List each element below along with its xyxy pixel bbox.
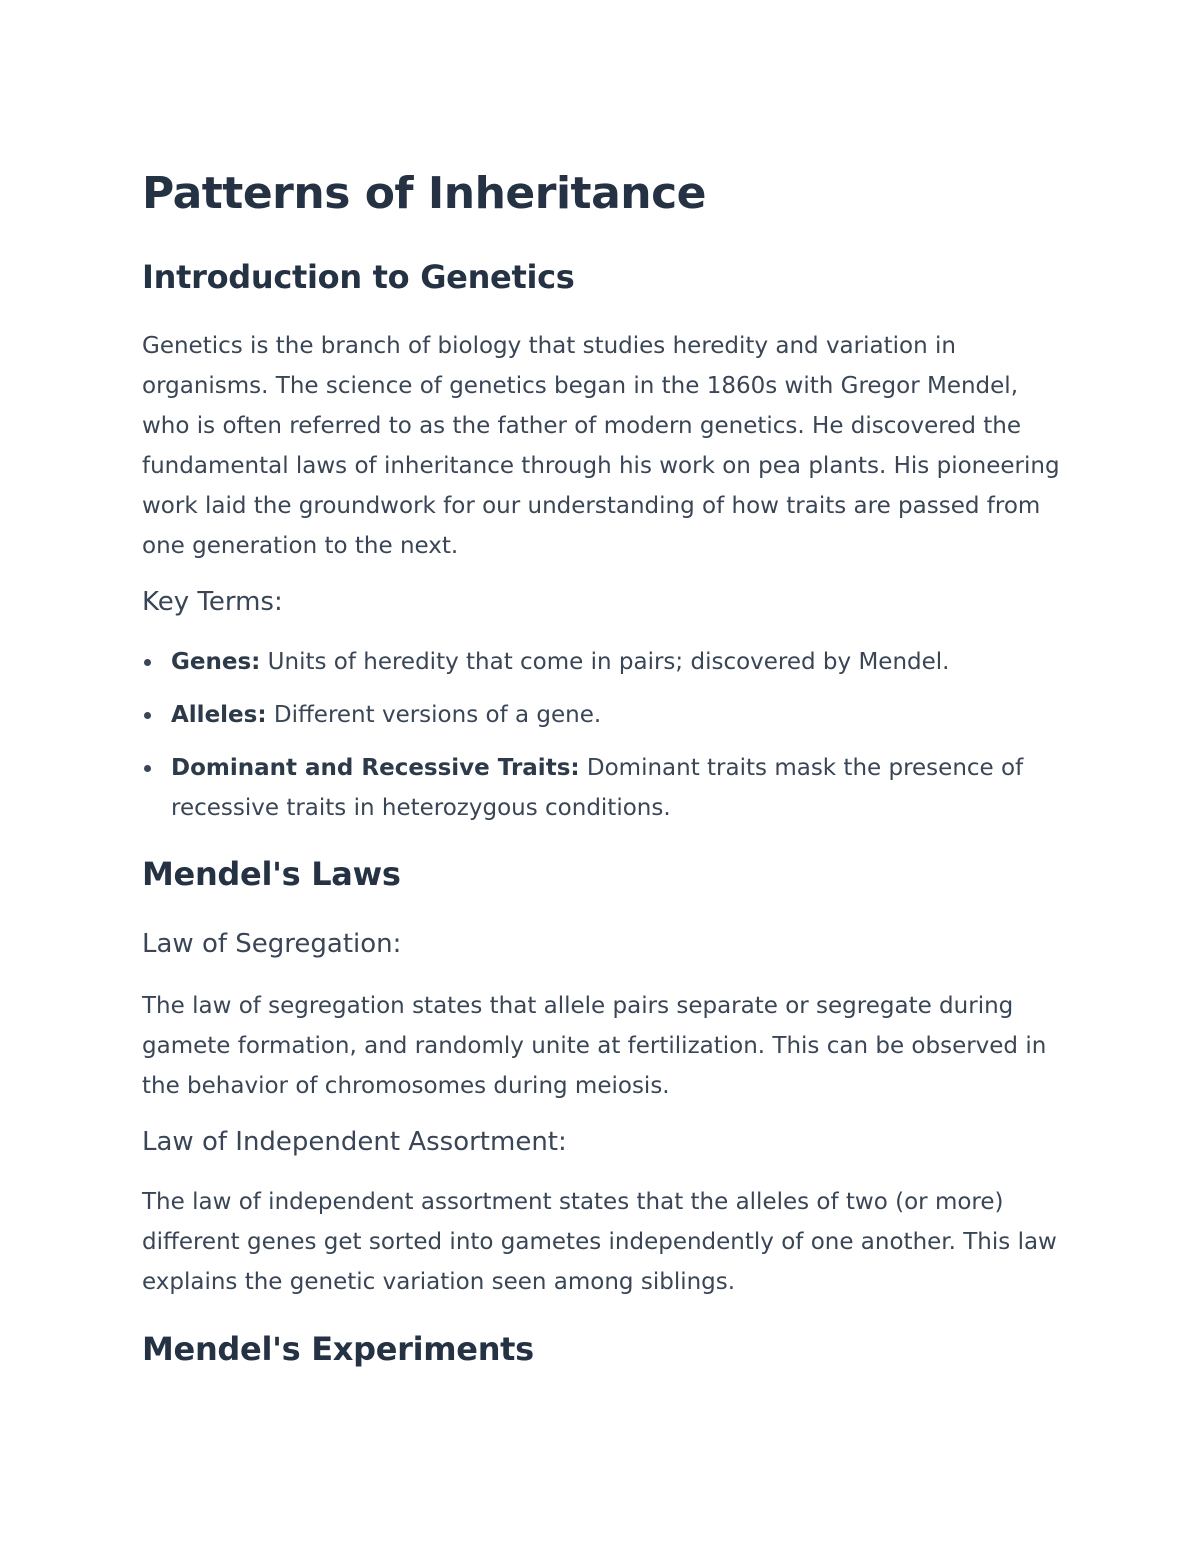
list-item [142, 642, 1067, 682]
page-title: Patterns of Inheritance [142, 168, 707, 219]
section-heading-introduction: Introduction to Genetics [142, 258, 575, 296]
introduction-paragraph: Genetics is the branch of biology that studies heredity and variation in organisms. The science of genetics began in the 1860s with Gregor Mendel, who is often referred to as the father of modern genetics. He discovered the fundamental laws of inheritance through his work on pea plants. His pioneering work laid the groundwork for our understanding of how traits are passed from one generation to the next. [142, 333, 1060, 559]
list-item [142, 695, 1067, 735]
law-of-independent-assortment-paragraph: The law of independent assortment states that the alleles of two (or more) different genes get sorted into gametes independently of one another. This law explains the genetic variation seen among siblings. [142, 1189, 1057, 1295]
law-of-segregation-paragraph: The law of segregation states that allele pairs separate or segregate during gamete formation, and randomly unite at fertilization. This can be observed in the behavior of chromosomes during meiosis. [142, 993, 1047, 1099]
term-definition: Units of heredity that come in pairs; discovered by Mendel. [260, 649, 950, 675]
law-of-independent-assortment-heading: Law of Independent Assortment: [142, 1127, 567, 1157]
list-item [142, 748, 1067, 828]
key-terms-list [142, 642, 1067, 841]
term-label: Alleles: [171, 702, 267, 728]
law-of-segregation-heading: Law of Segregation: [142, 929, 402, 959]
section-heading-mendels-laws: Mendel's Laws [142, 855, 401, 893]
term-definition: Dominant traits mask the presence of recessive traits in heterozygous conditions. [171, 755, 1024, 821]
term-label: Dominant and Recessive Traits: [171, 755, 580, 781]
section-heading-mendels-experiments: Mendel's Experiments [142, 1330, 534, 1368]
key-terms-heading: Key Terms: [142, 587, 283, 617]
term-definition: Different versions of a gene. [266, 702, 602, 728]
term-label: Genes: [171, 649, 261, 675]
